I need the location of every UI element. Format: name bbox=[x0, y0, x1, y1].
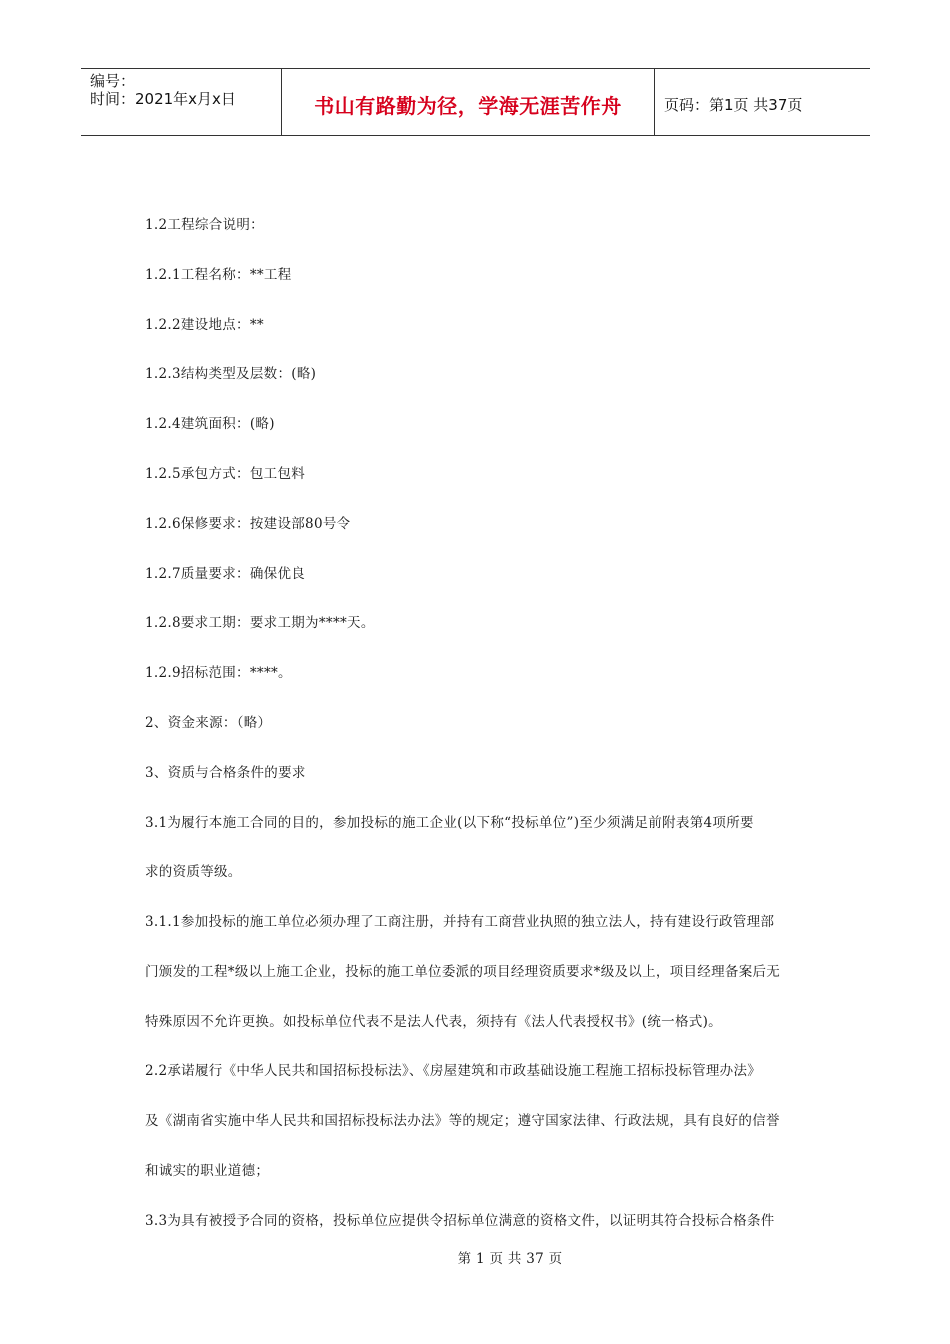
header-table bbox=[81, 68, 870, 136]
body-line: 特殊原因不允许更换。如投标单位代表不是法人代表，须持有《法人代表授权书》(统一格式)。 bbox=[145, 1014, 722, 1030]
body-line: 3.3为具有被授予合同的资格，投标单位应提供令招标单位满意的资格文件，以证明其符合投标合格条件 bbox=[145, 1213, 775, 1229]
body-line: 1.2.9招标范围：****。 bbox=[145, 665, 292, 681]
document-date: 时间：2021年x月x日 bbox=[90, 90, 236, 108]
header-page-info: 页码：第1页 共37页 bbox=[664, 95, 803, 114]
body-line: 3、资质与合格条件的要求 bbox=[145, 765, 306, 781]
page-footer: 第 1 页 共 37 页 bbox=[457, 1251, 563, 1267]
header-page-info-cell bbox=[655, 69, 870, 135]
header-motto-cell bbox=[282, 69, 655, 135]
body-line: 1.2.5承包方式：包工包料 bbox=[145, 466, 306, 482]
body-line: 1.2.4建筑面积：(略) bbox=[145, 416, 275, 432]
header-motto: 书山有路勤为径，学海无涯苦作舟 bbox=[314, 93, 622, 118]
body-line: 及《湖南省实施中华人民共和国招标投标法办法》等的规定；遵守国家法律、行政法规，具有良好的信誉 bbox=[145, 1113, 780, 1129]
body-line: 1.2.6保修要求：按建设部80号令 bbox=[145, 516, 351, 532]
body-line: 1.2工程综合说明： bbox=[145, 217, 264, 233]
header-meta bbox=[81, 69, 282, 135]
body-line: 1.2.7质量要求：确保优良 bbox=[145, 566, 306, 582]
body-line: 1.2.3结构类型及层数：(略) bbox=[145, 366, 317, 382]
body-line: 3.1为履行本施工合同的目的，参加投标的施工企业(以下称“投标单位”)至少须满足前附表第4项所要 bbox=[145, 815, 754, 831]
document-number-label: 编号： bbox=[90, 72, 136, 90]
body-line: 2、资金来源：（略） bbox=[145, 715, 272, 731]
body-line: 1.2.2建设地点：** bbox=[145, 317, 264, 333]
body-line: 1.2.1工程名称：**工程 bbox=[145, 267, 292, 283]
body-line: 3.1.1参加投标的施工单位必须办理了工商注册，并持有工商营业执照的独立法人，持有建设行政管理部 bbox=[145, 914, 775, 930]
body-line: 1.2.8要求工期：要求工期为****天。 bbox=[145, 615, 375, 631]
body-line: 求的资质等级。 bbox=[145, 864, 242, 880]
body-line: 门颁发的工程*级以上施工企业，投标的施工单位委派的项目经理资质要求*级及以上，项目经理备案后无 bbox=[145, 964, 781, 980]
body-line: 2.2承诺履行《中华人民共和国招标投标法》、《房屋建筑和市政基础设施工程施工招标投标管理办法》 bbox=[145, 1063, 762, 1079]
body-line: 和诚实的职业道德； bbox=[145, 1163, 270, 1179]
